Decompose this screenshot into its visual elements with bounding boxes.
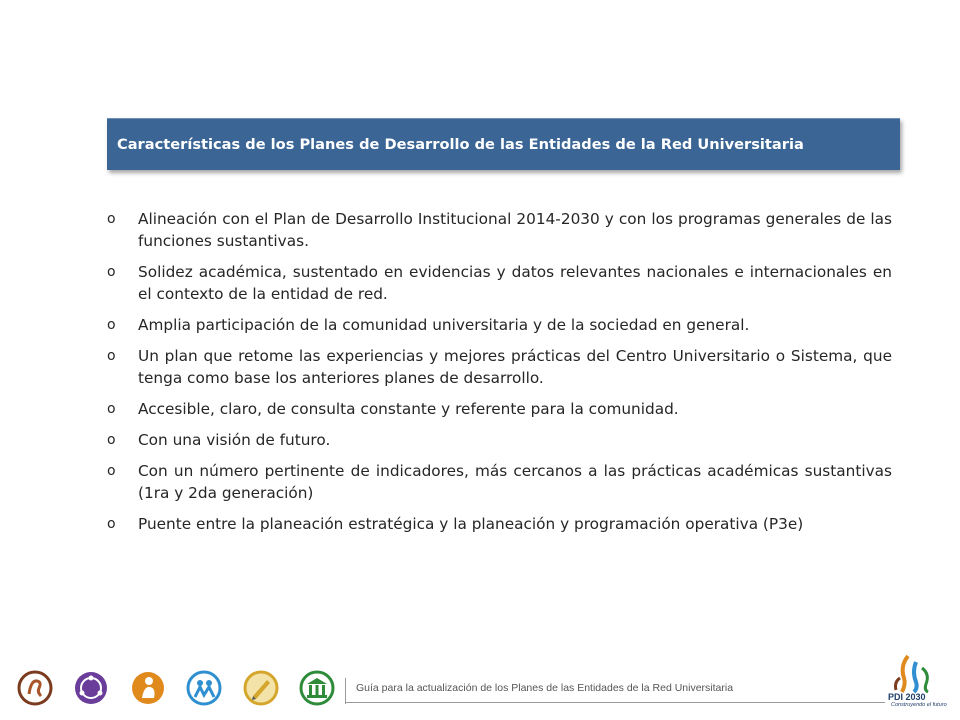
bullet-marker: o bbox=[107, 463, 116, 479]
figure-emblem-icon bbox=[130, 670, 166, 706]
pen-emblem-icon bbox=[243, 670, 279, 706]
list-item-text: Puente entre la planeación estratégica y la planeación y programación operativa (P3e) bbox=[138, 515, 804, 533]
bullet-marker: o bbox=[107, 317, 116, 333]
footer-divider bbox=[345, 678, 346, 704]
list-item-text: Amplia participación de la comunidad universitaria y de la sociedad en general. bbox=[138, 316, 750, 334]
section-banner bbox=[107, 118, 900, 170]
people-emblem-icon bbox=[186, 670, 222, 706]
characteristics-list bbox=[107, 208, 892, 544]
footer-rule bbox=[345, 702, 885, 703]
list-item bbox=[107, 314, 892, 336]
footer bbox=[0, 640, 960, 720]
pdi-label: PDI 2030 bbox=[888, 692, 926, 702]
list-item bbox=[107, 398, 892, 420]
pdi-tagline: Construyendo el futuro bbox=[891, 702, 947, 708]
list-item-text: Accesible, claro, de consulta constante y referente para la comunidad. bbox=[138, 400, 679, 418]
bullet-marker: o bbox=[107, 264, 116, 280]
list-item-text: Un plan que retome las experiencias y mejores prácticas del Centro Universitario o Sistema, que tenga como base los anteriores planes de desarrollo. bbox=[138, 347, 892, 387]
list-item bbox=[107, 208, 892, 252]
bullet-marker: o bbox=[107, 516, 116, 532]
bullet-marker: o bbox=[107, 401, 116, 417]
bullet-marker: o bbox=[107, 211, 116, 227]
list-item bbox=[107, 429, 892, 451]
banner-title: Características de los Planes de Desarrollo de las Entidades de la Red Universitaria bbox=[117, 136, 804, 153]
bullet-marker: o bbox=[107, 348, 116, 364]
molecule-emblem-icon bbox=[73, 670, 109, 706]
list-item-text: Con una visión de futuro. bbox=[138, 431, 331, 449]
list-item-text: Alineación con el Plan de Desarrollo Institucional 2014-2030 y con los programas generales de las funciones sustantivas. bbox=[138, 210, 892, 250]
list-item bbox=[107, 345, 892, 389]
building-emblem-icon bbox=[299, 670, 335, 706]
guide-title: Guía para la actualización de los Planes de las Entidades de la Red Universitaria bbox=[356, 682, 734, 694]
bullet-marker: o bbox=[107, 432, 116, 448]
list-item-text: Solidez académica, sustentado en evidencias y datos relevantes nacionales e internacionales en el contexto de la entidad de red. bbox=[138, 263, 892, 303]
mascot-emblem-icon bbox=[17, 670, 53, 706]
list-item bbox=[107, 513, 892, 535]
list-item-text: Con un número pertinente de indicadores, más cercanos a las prácticas académicas sustantivas (1ra y 2da generación) bbox=[138, 462, 892, 502]
list-item bbox=[107, 460, 892, 504]
list-item bbox=[107, 261, 892, 305]
